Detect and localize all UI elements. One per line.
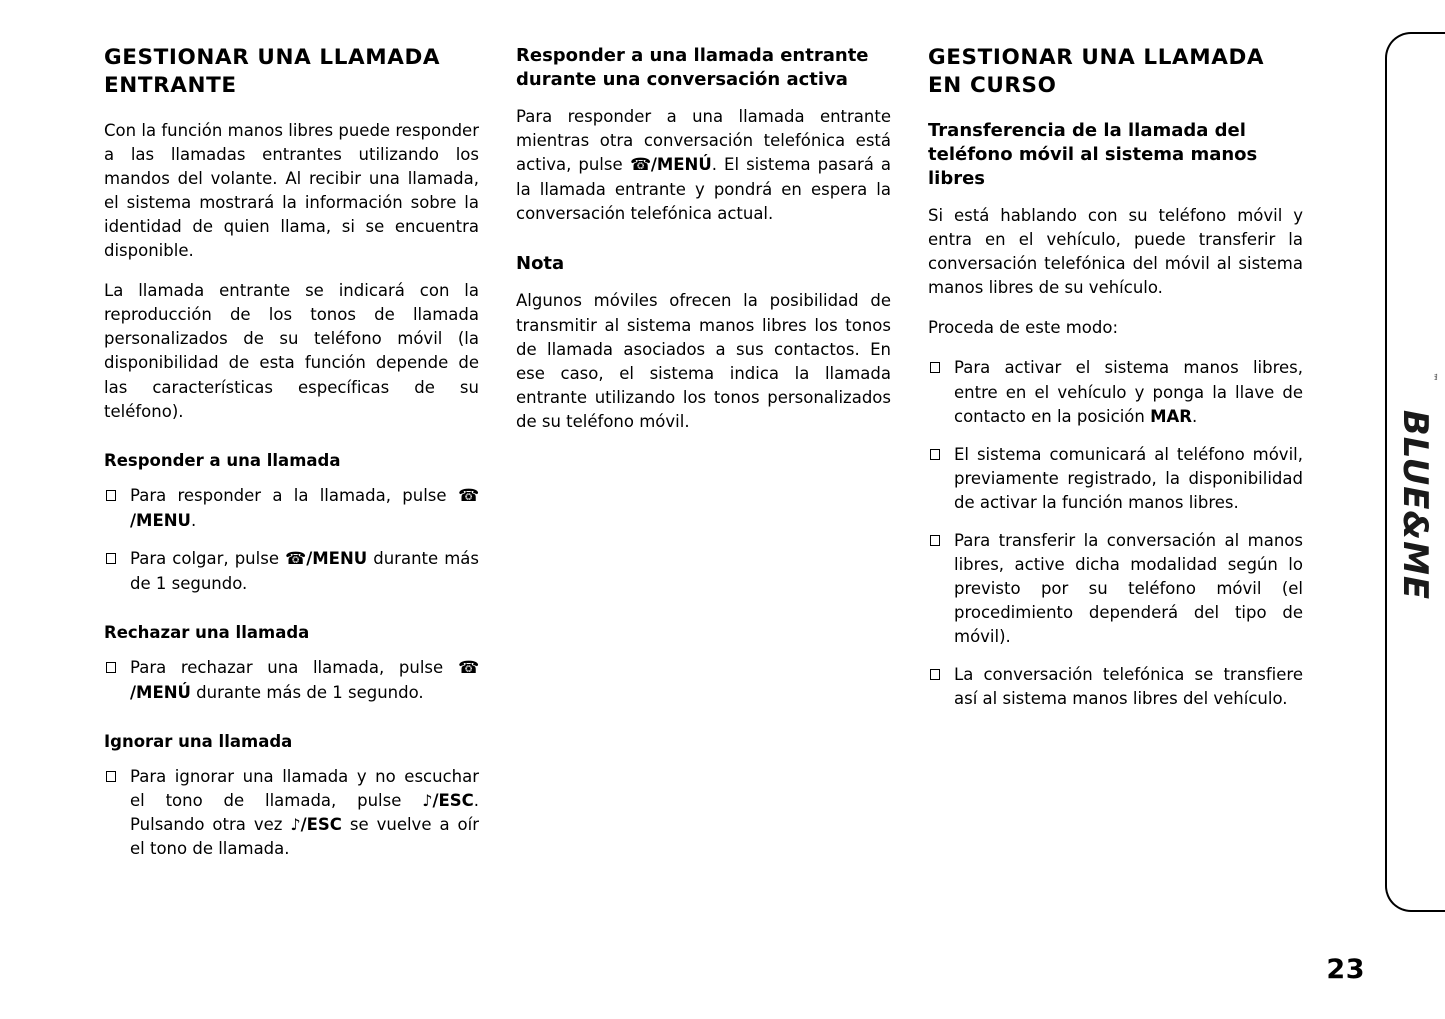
- bullet-text-ignore-pre: Para ignorar una llamada y no escuchar el tono de llamada, pulse: [130, 766, 479, 810]
- paragraph-procedure-lead: Proceda de este modo:: [928, 318, 1119, 338]
- bullet-text-reject-pre: Para rechazar una llamada, pulse: [130, 657, 458, 677]
- list-item: [104, 547, 479, 596]
- subheading-ignore-call: Ignorar una llamada: [104, 731, 293, 751]
- esc-icon: ♪: [290, 814, 301, 834]
- column-one: [104, 44, 479, 875]
- page-number: 23: [1326, 954, 1365, 985]
- trademark-symbol: ™: [1427, 372, 1438, 382]
- paragraph-text-post: . El sistema pasará a la llamada entrante y pondrá en espera la conversación telefónica actual.: [516, 155, 891, 224]
- bullet-key-menu: /MENU: [306, 548, 368, 568]
- list-item: Para transferir la conversación al manos libres, active dicha modalidad según lo previsto por su teléfono móvil (el procedimiento dependerá del tipo de móvil).: [928, 529, 1303, 649]
- bullet-key-menu: /MENÚ: [130, 682, 191, 702]
- bullet-text-step1-post: .: [1192, 406, 1198, 426]
- phone-icon: ☎: [285, 548, 307, 569]
- list-item: [928, 356, 1303, 428]
- bullet-text-hangup-post: durante más de 1 segundo.: [130, 548, 479, 593]
- list-item: La conversación telefónica se transfiere así al sistema manos libres del vehículo.: [928, 663, 1303, 711]
- section-heading-ongoing-call: GESTIONAR UNA LLAMADA EN CURSO: [928, 45, 1265, 99]
- blue-and-me-logo: [1389, 370, 1441, 640]
- subheading-answer-call: Responder a una llamada: [104, 450, 341, 470]
- paragraph-handsfree-intro: Con la función manos libres puede responder a las llamadas entrantes utilizando los mandos del volante. Al recibir una llamada, el sistema mostrará la información sobre la identidad de quien llama, si se encuentra disponible.: [104, 120, 479, 261]
- phone-icon: ☎: [457, 657, 479, 678]
- column-three: [928, 44, 1303, 725]
- bullet-key-menu: /MENU: [130, 510, 191, 530]
- bullet-list-ignore-call: [104, 765, 479, 861]
- bullet-text-step1-pre: Para activar el sistema manos libres, entre en el vehículo y ponga la llave de contacto en la posición: [954, 358, 1303, 426]
- subheading-answer-during-active-call: Responder a una llamada entrante durante una conversación activa: [516, 45, 869, 91]
- bullet-text-answer-post: .: [190, 510, 197, 530]
- bullet-list-reject-call: [104, 656, 479, 705]
- bullet-key-esc: /ESC: [300, 814, 342, 834]
- bullet-key-mar: MAR: [1150, 406, 1192, 426]
- subheading-call-transfer: Transferencia de la llamada del teléfono móvil al sistema manos libres: [928, 119, 1258, 189]
- bullet-text-hangup-pre: Para colgar, pulse: [130, 548, 286, 568]
- phone-icon: ☎: [629, 155, 651, 176]
- bullet-list-transfer-steps: [928, 356, 1303, 711]
- paragraph-transfer-intro: Si está hablando con su teléfono móvil y entra en el vehículo, puede transferir la conversación telefónica del móvil al sistema manos libres de su vehículo.: [928, 206, 1303, 298]
- section-heading-incoming-call: GESTIONAR UNA LLAMADA ENTRANTE: [104, 45, 441, 99]
- paragraph-text-pre: Para responder a una llamada entrante mientras otra conversación telefónica está activa, pulse: [516, 107, 891, 175]
- blue-and-me-logo-text: BLUE&ME: [1395, 409, 1436, 601]
- paragraph-note-body: Algunos móviles ofrecen la posibilidad de transmitir al sistema manos libres los tonos de llamada asociados a sus contactos. En ese caso, el sistema indica la llamada entrante utilizando los tonos personalizados de su teléfono móvil.: [516, 291, 891, 431]
- inline-key-menu: /MENÚ: [650, 155, 712, 175]
- column-two: [516, 44, 891, 434]
- paragraph-answer-during-call: [516, 105, 891, 226]
- bullet-list-answer-call: [104, 484, 479, 596]
- paragraph-ringtone-info: La llamada entrante se indicará con la reproducción de los tonos de llamada personalizados de su teléfono móvil (la disponibilidad de esta función depende de las características específicas de su teléfono).: [104, 281, 479, 421]
- bullet-text-ignore-mid: . Pulsando otra vez: [130, 790, 479, 834]
- phone-icon: ☎: [457, 485, 479, 506]
- list-item: [104, 765, 479, 861]
- bullet-text-answer-pre: Para responder a la llamada, pulse: [130, 485, 458, 505]
- subheading-note: Nota: [516, 253, 565, 275]
- list-item: [104, 656, 479, 705]
- bullet-text-ignore-post: se vuelve a oír el tono de llamada.: [130, 814, 479, 858]
- list-item: El sistema comunicará al teléfono móvil, previamente registrado, la disponibilidad de activar la función manos libres.: [928, 443, 1303, 515]
- bullet-text-reject-post: durante más de 1 segundo.: [190, 682, 424, 702]
- list-item: [104, 484, 479, 533]
- subheading-reject-call: Rechazar una llamada: [104, 622, 310, 642]
- esc-icon: ♪: [422, 790, 433, 810]
- bullet-key-esc: /ESC: [432, 790, 474, 810]
